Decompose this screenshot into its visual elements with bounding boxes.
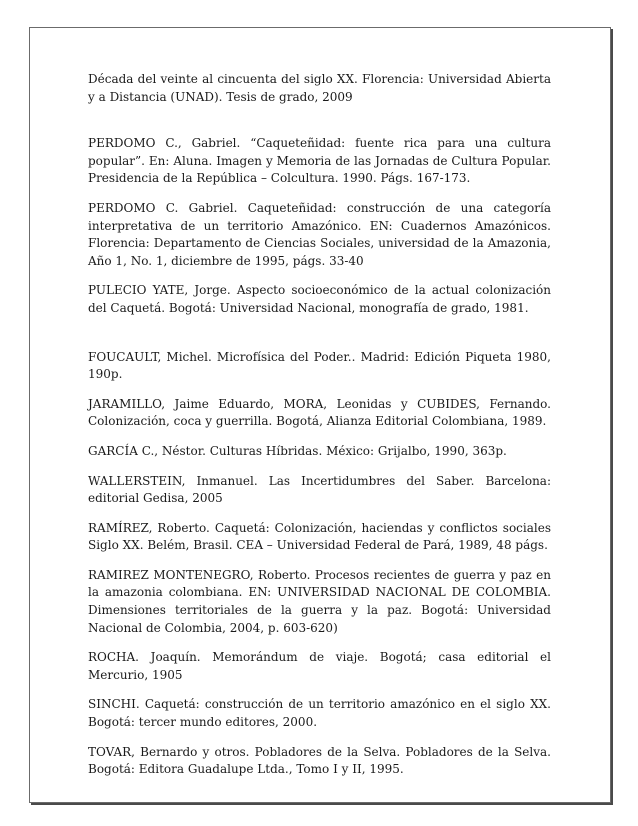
bibliography-entry: FOUCAULT, Michel. Microfísica del Poder.. Madrid: Edición Piqueta 1980, 190p. <box>88 349 551 382</box>
bibliography-entry: SINCHI. Caquetá: construcción de un territorio amazónico en el siglo XX. Bogotá: tercer mundo editores, 2000. <box>88 697 551 730</box>
bibliography-entry: GARCÍA C., Néstor. Culturas Híbridas. México: Grijalbo, 1990, 363p. <box>88 443 507 458</box>
bibliography-entry: PERDOMO C. Gabriel. Caqueteñidad: construcción de una categoría interpretativa de un territorio Amazónico. EN: Cuadernos Amazónicos. Florencia: Departamento de Ciencias Sociales, universidad de la Amazonia, Año 1, No. 1, diciembre de 1995, págs. 33-40 <box>88 200 551 268</box>
document-page <box>29 27 611 803</box>
bibliography-entry: JARAMILLO, Jaime Eduardo, MORA, Leonidas y CUBIDES, Fernando. Colonización, coca y guerrilla. Bogotá, Alianza Editorial Colombiana, 1989. <box>88 396 551 429</box>
bibliography-entry: PERDOMO C., Gabriel. “Caqueteñidad: fuente rica para una cultura popular”. En: Aluna. Imagen y Memoria de las Jornadas de Cultura Popular. Presidencia de la República – Colcultura. 1990. Págs. 167-173. <box>88 136 551 186</box>
bibliography-entry: RAMÍREZ, Roberto. Caquetá: Colonización, haciendas y conflictos sociales Siglo XX. Belém, Brasil. CEA – Universidad Federal de Pará, 1989, 48 págs. <box>88 520 551 553</box>
bibliography-list <box>88 71 551 779</box>
bibliography-entry: ROCHA. Joaquín. Memorándum de viaje. Bogotá; casa editorial el Mercurio, 1905 <box>88 650 551 682</box>
bibliography-entry: RAMIREZ MONTENEGRO, Roberto. Procesos recientes de guerra y paz en la amazonia colombiana. EN: UNIVERSIDAD NACIONAL DE COLOMBIA. Dimensiones territoriales de la guerra y la paz. Bogotá: Universidad Nacional de Colombia, 2004, p. 603-620) <box>88 567 551 635</box>
bibliography-entry: TOVAR, Bernardo y otros. Pobladores de la Selva. Pobladores de la Selva. Bogotá: Editora Guadalupe Ltda., Tomo I y II, 1995. <box>88 744 551 777</box>
bibliography-entry: WALLERSTEIN, Inmanuel. Las Incertidumbres del Saber. Barcelona: editorial Gedisa, 2005 <box>88 473 551 506</box>
bibliography-entry: Década del veinte al cincuenta del siglo XX. Florencia: Universidad Abierta y a Distancia (UNAD). Tesis de grado, 2009 <box>88 72 551 104</box>
bibliography-entry: PULECIO YATE, Jorge. Aspecto socioeconómico de la actual colonización del Caquetá. Bogotá: Universidad Nacional, monografía de grado, 1981. <box>88 283 551 315</box>
